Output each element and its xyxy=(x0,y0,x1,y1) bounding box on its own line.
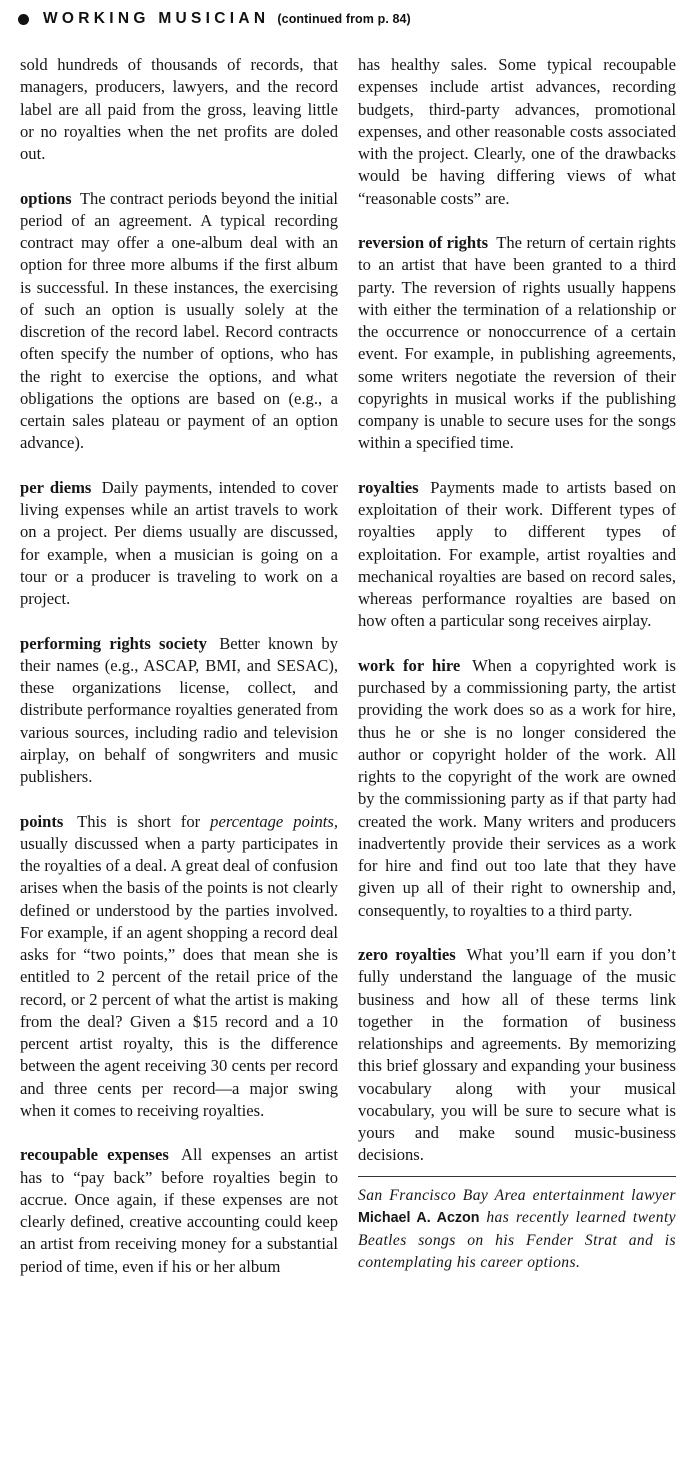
glossary-term: performing rights society xyxy=(20,633,207,653)
glossary-term: work for hire xyxy=(358,655,461,675)
glossary-entry-zero-royalties xyxy=(358,944,676,1167)
glossary-definition: Payments made to artists based on exploitation of their work. Different types of royalties apply to different types of exploitation. For example, artist royalties and mechanical royalties are based on record sales, whereas performance royalties are based on how often a particular song receives airplay. xyxy=(358,477,676,631)
section-title: WORKING MUSICIAN xyxy=(43,10,270,27)
continued-paragraph: sold hundreds of thousands of records, that managers, producers, lawyers, and the record label are all paid from the gross, leaving little or no royalties when the net profits are doled out. xyxy=(20,55,338,163)
bio-text-end: has recently learned twenty Beatles songs on his Fender Strat and is contemplating his career options. xyxy=(358,1209,676,1271)
continued-paragraph: has healthy sales. Some typical recoupable expenses include artist advances, recording budgets, third-party advances, promotional expenses, and other reasonable costs associated with the project. Clearly, one of the drawbacks would be having differing views of what “reasonable costs” are. xyxy=(358,55,676,208)
glossary-entry-points xyxy=(20,811,338,1123)
glossary-term: per diems xyxy=(20,477,92,497)
glossary-definition-start: This is short for xyxy=(77,811,201,831)
glossary-entry-options xyxy=(20,188,338,455)
glossary-term: reversion of rights xyxy=(358,233,489,252)
running-header xyxy=(18,6,411,32)
glossary-term: zero royalties xyxy=(358,945,456,964)
glossary-term: recoupable expenses xyxy=(20,1145,169,1165)
glossary-entry-work-for-hire xyxy=(358,655,676,922)
bio-text-start: San Francisco Bay Area entertainment lawyer xyxy=(358,1186,676,1204)
glossary-definition: The return of certain rights to an artist that have been granted to a third party. The reversion of rights usually happens with either the termination of a relationship or the occurrence or nonoccurrence of a certain event. For example, in publishing agreements, some writers negotiate the reversion of their copyrights in musical works if the publishing company is unable to secure uses for the songs within a specified time. xyxy=(358,233,676,453)
right-column xyxy=(358,54,676,1297)
glossary-definition: All expenses an artist has to “pay back” before royalties begin to accrue. Once again, if these expenses are not clearly defined, creative accounting could keep an artist from receiving money for a substantial period of time, even if his or her album xyxy=(20,1145,338,1276)
glossary-definition: Better known by their names (e.g., ASCAP, BMI, and SESAC), these organizations license, collect, and distribute performance royalties generated from various sources, including radio and television airplay, on behalf of songwriters and music publishers. xyxy=(20,633,338,786)
glossary-term: points xyxy=(20,811,64,831)
bio-divider xyxy=(358,1176,676,1177)
continuation-note: (continued from p. 84) xyxy=(277,12,411,26)
glossary-entry-royalties xyxy=(358,477,676,633)
glossary-term: royalties xyxy=(358,477,419,497)
author-name: Michael A. Aczon xyxy=(358,1210,480,1226)
bullet-icon xyxy=(18,14,29,25)
glossary-entry-reversion-of-rights xyxy=(358,232,676,455)
glossary-entry-recoupable-expenses xyxy=(20,1144,338,1278)
glossary-term: options xyxy=(20,188,72,208)
glossary-definition: The contract periods beyond the initial period of an agreement. A typical recording contract may offer a one-album deal with an option for three more albums if the first album is successful. In these instances, the exercising of such an option is usually solely at the discretion of the record label. Record contracts often specify the number of options, who has the right to exercise the options, and what obligations the options are based on (e.g., a certain sales plateau or payment of an option advance). xyxy=(20,188,338,453)
glossary-definition-emphasis: percentage points, xyxy=(210,811,338,831)
glossary-definition: When a copyrighted work is purchased by a commissioning party, the artist providing the work does so as a work for hire, thus he or she is no longer considered the author or copyright holder of the work. All rights to the copyright of the work are owned by the commissioning party as if that party had created the work. Many writers and producers inadvertently provide their services as a work for hire and find out too late that they have given up all of their right to ownership and, consequently, to royalties to a third party. xyxy=(358,655,677,920)
glossary-definition: Daily payments, intended to cover living expenses while an artist travels to work on a project. Per diems usually are discussed, for example, when a musician is going on a tour or a producer is traveling to work on a project. xyxy=(20,477,339,608)
author-bio xyxy=(358,1185,676,1275)
glossary-entry-per-diems xyxy=(20,477,338,611)
glossary-entry-performing-rights-society xyxy=(20,633,338,789)
left-column xyxy=(20,54,338,1300)
glossary-definition: What you’ll earn if you don’t fully understand the language of the music business and how all of these terms link together in the formation of business relationships and agreements. By memorizing this brief glossary and expanding your business vocabulary along with your musical vocabulary, you will be sure to secure what is yours and make sound music-business decisions. xyxy=(358,945,676,1165)
glossary-definition-rest: usually discussed when a party participates in the royalties of a deal. A great deal of confusion arises when the basis of the points is not clearly defined or understood by the parties involved. For example, if an agent shopping a record deal asks for “two points,” does that mean she is entitled to 2 percent of the retail price of the record, or 2 percent of what the artist is making from the deal? Given a $15 record and a 10 percent artist royalty, this is the difference between the agent receiving 30 cents per record and three cents per record—a major swing when it comes to receiving royalties. xyxy=(20,833,338,1120)
